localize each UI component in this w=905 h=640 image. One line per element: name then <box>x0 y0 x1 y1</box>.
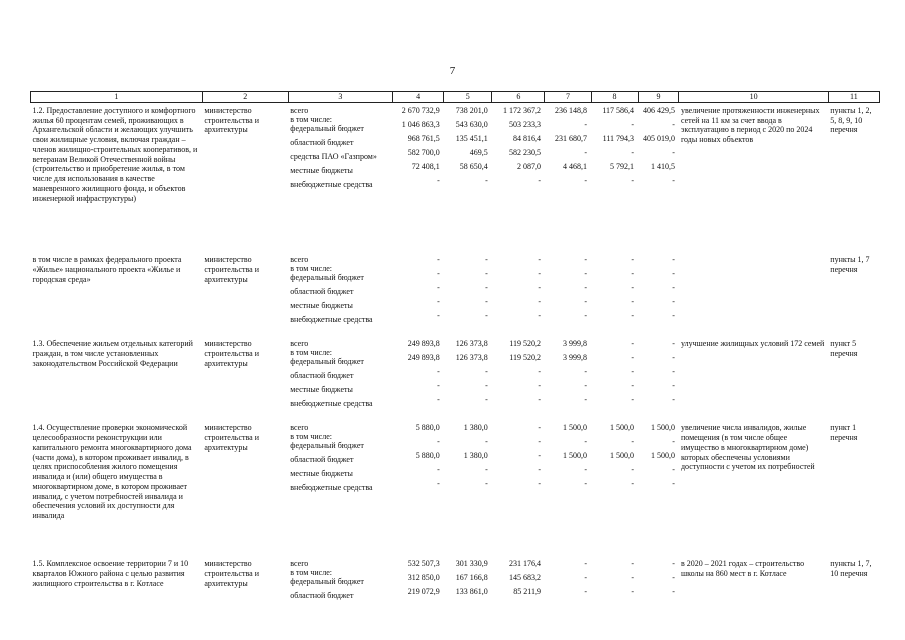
amount-value: - <box>631 573 635 583</box>
expected-result <box>679 252 828 336</box>
amount-value: - <box>631 437 635 447</box>
funding-source-label: всего <box>290 339 309 349</box>
amount-value: - <box>538 367 541 377</box>
amount-value: - <box>538 269 541 279</box>
amount-value: - <box>584 283 587 293</box>
amount-value: - <box>437 395 440 405</box>
amount-c4 <box>393 102 444 252</box>
amount-value: - <box>538 283 541 293</box>
amount-value: - <box>485 479 488 489</box>
amount-value: - <box>485 465 488 475</box>
amount-value: - <box>538 311 541 321</box>
amount-value: 1 380,0 <box>463 423 488 433</box>
amount-c6 <box>492 556 545 616</box>
activity-name: 1.2. Предоставление доступного и комфортного жилья 60 процентам семей, проживающих в Архангельской области и желающих улучшить свои жилищные условия, включая граждан – членов жилищно-строительных кооперативов, и ветеранам Великой Отечественной войны (строительство и приобретение жилья, в том числе для использования в качестве маневренного жилищного фонда, и объектов инженерной инфраструктуры) <box>32 105 198 203</box>
amount-c8 <box>591 336 638 420</box>
page-number: 7 <box>449 65 456 77</box>
amount-value: 1 500,0 <box>610 423 635 433</box>
amount-value: - <box>672 147 675 157</box>
funding-source-label: всего <box>290 255 309 265</box>
amount-value: - <box>538 437 541 447</box>
amount-value: 405 019,0 <box>642 133 675 143</box>
funding-source-label: федеральный бюджет <box>290 357 364 367</box>
header-col-5: 5 <box>444 92 492 103</box>
amount-value: - <box>631 297 635 307</box>
amount-value: 582 230,5 <box>508 147 541 157</box>
amount-value: 249 893,8 <box>407 339 440 349</box>
executor: министерство строительства и архитектуры <box>204 105 260 135</box>
expected-result: увеличение числа инвалидов, жилые помещения (в том числе общее имущество в многоквартирном доме) которых обеспечены условиями доступности с учетом их потребностей <box>680 423 815 472</box>
amount-value: - <box>538 395 541 405</box>
amount-value: - <box>538 479 541 489</box>
amount-value: 406 429,5 <box>642 105 675 115</box>
amount-value: - <box>437 311 440 321</box>
amount-value: - <box>485 297 488 307</box>
header-col-4: 4 <box>393 92 444 103</box>
funding-source-label: в том числе: <box>290 348 332 358</box>
amount-c6 <box>492 102 545 252</box>
amount-value: 119 520,2 <box>509 353 541 363</box>
amount-value: - <box>485 283 488 293</box>
amount-value: 111 794,3 <box>602 133 635 143</box>
funding-source-label: местные бюджеты <box>290 469 353 479</box>
funding-source-label: внебюджетные средства <box>290 483 373 493</box>
funding-source-label: всего <box>290 559 309 569</box>
amount-value: - <box>584 119 587 129</box>
amount-c5 <box>444 420 492 556</box>
amount-value: - <box>631 311 635 321</box>
amount-value: 1 500,0 <box>610 451 635 461</box>
amount-value: 1 172 367,2 <box>502 105 541 115</box>
amount-c7 <box>545 336 591 420</box>
amount-value: - <box>485 367 488 377</box>
amount-value: - <box>631 395 635 405</box>
amount-value: - <box>437 283 440 293</box>
amount-value: - <box>672 353 675 363</box>
amount-value: 543 630,0 <box>455 119 488 129</box>
amount-value: - <box>672 367 675 377</box>
amount-c8 <box>591 102 638 252</box>
amount-c4 <box>393 252 444 336</box>
amount-value: 1 500,0 <box>563 451 587 461</box>
amount-value: - <box>631 147 635 157</box>
funding-source-label: внебюджетные средства <box>290 399 373 409</box>
funding-source-label: в том числе: <box>290 114 332 124</box>
amount-value: 582 700,0 <box>407 147 440 157</box>
expected-result: улучшение жилищных условий 172 семей <box>680 339 825 349</box>
amount-value: 469,5 <box>469 147 488 157</box>
funding-source-label: федеральный бюджет <box>290 123 364 133</box>
amount-value: - <box>584 587 587 597</box>
amount-value: 126 373,8 <box>455 353 488 363</box>
amount-c9 <box>638 420 679 556</box>
amount-value: 1 410,5 <box>650 161 675 171</box>
amount-value: - <box>631 255 635 265</box>
amount-c7 <box>545 102 591 252</box>
funding-source-label: федеральный бюджет <box>290 441 364 451</box>
amount-value: - <box>538 297 541 307</box>
amount-c5 <box>444 252 492 336</box>
amount-value: - <box>437 465 440 475</box>
amount-value: - <box>631 367 635 377</box>
amount-c7 <box>545 556 591 616</box>
amount-value: - <box>437 175 440 185</box>
amount-value: 133 861,0 <box>455 587 488 597</box>
activity-name: в том числе в рамках федерального проекта «Жилье» национального проекта «Жилье и городская среда» <box>32 255 182 284</box>
amount-value: 4 468,1 <box>563 161 587 171</box>
amount-value: - <box>584 367 587 377</box>
amount-value: - <box>584 559 587 569</box>
funding-source-label: средства ПАО «Газпром» <box>290 151 377 161</box>
amount-c4 <box>393 556 444 616</box>
amount-value: - <box>672 479 675 489</box>
header-col-7: 7 <box>545 92 591 103</box>
funding-sources <box>288 336 392 420</box>
funding-sources <box>288 556 392 616</box>
amount-value: - <box>485 255 488 265</box>
header-col-10: 10 <box>679 92 828 103</box>
list-items-reference: пункты 1, 7 перечня <box>830 255 870 274</box>
amount-value: - <box>672 175 675 185</box>
amount-value: 135 451,1 <box>455 133 488 143</box>
amount-value: 85 211,9 <box>513 587 541 597</box>
table-row <box>31 102 880 252</box>
executor: министерство строительства и архитектуры <box>204 255 260 284</box>
table-row <box>31 556 880 616</box>
amount-value: - <box>672 573 675 583</box>
amount-value: - <box>538 175 541 185</box>
header-col-1: 1 <box>31 92 203 103</box>
funding-source-label: областной бюджет <box>290 371 354 381</box>
amount-value: - <box>584 311 587 321</box>
funding-source-label: областной бюджет <box>290 137 354 147</box>
amount-value: 503 233,3 <box>508 119 541 129</box>
amount-value: 738 201,0 <box>455 105 488 115</box>
amount-value: - <box>672 255 675 265</box>
amount-value: 126 373,8 <box>455 339 488 349</box>
list-items-reference: пункты 1, 2, 5, 8, 9, 10 перечня <box>830 105 872 135</box>
amount-value: - <box>672 587 675 597</box>
amount-value: 231 176,4 <box>508 559 541 569</box>
amount-value: - <box>631 175 635 185</box>
amount-c8 <box>591 420 638 556</box>
header-row <box>31 92 880 103</box>
amount-value: - <box>584 465 587 475</box>
amount-value: 84 816,4 <box>512 133 541 143</box>
funding-source-label: местные бюджеты <box>290 165 353 175</box>
funding-source-label: федеральный бюджет <box>290 273 364 283</box>
amount-value: 312 850,0 <box>407 573 440 583</box>
amount-value: - <box>672 437 675 447</box>
funding-source-label: в том числе: <box>290 432 332 442</box>
amount-value: - <box>672 559 675 569</box>
amount-value: 2 670 732,9 <box>401 105 440 115</box>
amount-value: - <box>672 395 675 405</box>
amount-c7 <box>545 420 591 556</box>
funding-source-label: федеральный бюджет <box>290 577 364 587</box>
amount-c5 <box>444 336 492 420</box>
amount-value: - <box>672 465 675 475</box>
amount-value: 301 330,9 <box>455 559 488 569</box>
amount-value: - <box>631 119 635 129</box>
funding-source-label: внебюджетные средства <box>290 179 373 189</box>
executor: министерство строительства и архитектуры <box>204 339 260 368</box>
amount-c9 <box>638 102 679 252</box>
amount-value: - <box>437 269 440 279</box>
amount-value: - <box>672 381 675 391</box>
amount-value: - <box>631 465 635 475</box>
amount-value: - <box>631 587 635 597</box>
amount-value: - <box>437 255 440 265</box>
amount-c8 <box>591 252 638 336</box>
funding-source-label: областной бюджет <box>290 455 354 465</box>
funding-sources <box>288 102 392 252</box>
amount-value: 119 520,2 <box>509 339 541 349</box>
amount-value: 3 999,8 <box>563 339 587 349</box>
amount-value: 5 880,0 <box>415 423 440 433</box>
table-row <box>31 336 880 420</box>
amount-value: - <box>584 395 587 405</box>
amount-value: - <box>437 367 440 377</box>
funding-source-label: местные бюджеты <box>290 301 353 311</box>
activity-name: 1.5. Комплексное освоение территории 7 и 10 кварталов Южного района с целью развития жилищного строительства в г. Котласе <box>32 559 189 588</box>
amount-value: - <box>485 311 488 321</box>
amount-value: 2 087,0 <box>516 161 541 171</box>
amount-value: 1 380,0 <box>463 451 488 461</box>
amount-value: - <box>672 119 675 129</box>
funding-source-label: областной бюджет <box>290 287 354 297</box>
amount-c4 <box>393 420 444 556</box>
amount-c8 <box>591 556 638 616</box>
header-col-9: 9 <box>638 92 679 103</box>
table-row <box>31 252 880 336</box>
amount-value: - <box>437 381 440 391</box>
amount-value: - <box>584 147 587 157</box>
list-items-reference: пункт 1 перечня <box>830 423 858 442</box>
amount-value: - <box>485 381 488 391</box>
executor: министерство строительства и архитектуры <box>204 559 260 588</box>
amount-c9 <box>638 252 679 336</box>
amount-value: 167 166,8 <box>455 573 488 583</box>
amount-c7 <box>545 252 591 336</box>
amount-value: - <box>631 381 635 391</box>
amount-value: 249 893,8 <box>407 353 440 363</box>
amount-c9 <box>638 556 679 616</box>
list-items-reference: пункты 1, 7, 10 перечня <box>830 559 872 578</box>
amount-value: - <box>437 297 440 307</box>
amount-value: - <box>672 311 675 321</box>
amount-value: - <box>584 437 587 447</box>
header-col-6: 6 <box>492 92 545 103</box>
amount-value: 1 500,0 <box>650 451 675 461</box>
amount-value: - <box>485 395 488 405</box>
amount-value: - <box>584 479 587 489</box>
amount-value: - <box>584 269 587 279</box>
funding-source-label: всего <box>290 423 309 433</box>
amount-value: - <box>631 283 635 293</box>
amount-value: 231 680,7 <box>555 133 587 143</box>
amount-value: 236 148,8 <box>555 105 587 115</box>
funding-source-label: местные бюджеты <box>290 385 353 395</box>
amount-value: - <box>631 353 635 363</box>
amount-value: - <box>584 573 587 583</box>
funding-sources <box>288 420 392 556</box>
amount-value: - <box>485 175 488 185</box>
header-col-2: 2 <box>202 92 288 103</box>
header-col-8: 8 <box>591 92 638 103</box>
amount-value: - <box>485 269 488 279</box>
amount-value: 532 507,3 <box>407 559 440 569</box>
activity-name: 1.3. Обеспечение жильем отдельных категорий граждан, в том числе установленных законодательством Российской Федерации <box>32 339 193 368</box>
expected-result: увеличение протяженности инженерных сетей на 11 км за счет ввода в эксплуатацию в период с 2020 по 2024 годы новых объектов <box>680 105 820 144</box>
amount-value: - <box>631 479 635 489</box>
amount-value: - <box>672 339 675 349</box>
amount-value: 1 500,0 <box>563 423 587 433</box>
amount-value: - <box>631 339 635 349</box>
amount-value: - <box>538 451 541 461</box>
amount-c5 <box>444 556 492 616</box>
amount-value: - <box>584 297 587 307</box>
activity-name: 1.4. Осуществление проверки экономической целесообразности реконструкции или капитального ремонта многоквартирного дома (части дома), в котором проживает инвалид, в целях приспособления жилого помещения инвалида и (или) общего имущества в многоквартирном доме, в котором проживает инвалид, с учетом потребностей инвалида и обеспечения условий их доступности для инвалида <box>32 423 192 520</box>
amount-c9 <box>638 336 679 420</box>
amount-c6 <box>492 420 545 556</box>
amount-value: 219 072,9 <box>407 587 440 597</box>
amount-value: 1 500,0 <box>650 423 675 433</box>
amount-c6 <box>492 336 545 420</box>
amount-value: - <box>538 465 541 475</box>
funding-source-label: внебюджетные средства <box>290 315 373 325</box>
amount-value: - <box>672 269 675 279</box>
executor: министерство строительства и архитектуры <box>204 423 260 452</box>
amount-c5 <box>444 102 492 252</box>
amount-value: - <box>631 559 635 569</box>
amount-value: - <box>672 283 675 293</box>
amount-value: - <box>672 297 675 307</box>
amount-value: - <box>437 437 440 447</box>
funding-source-label: в том числе: <box>290 264 332 274</box>
header-col-11: 11 <box>828 92 879 103</box>
program-table <box>30 91 880 616</box>
amount-value: - <box>631 269 635 279</box>
amount-c4 <box>393 336 444 420</box>
amount-value: 968 761,5 <box>407 133 440 143</box>
amount-value: 1 046 863,3 <box>401 119 440 129</box>
amount-value: 145 683,2 <box>508 573 541 583</box>
amount-value: 58 650,4 <box>459 161 488 171</box>
amount-value: 3 999,8 <box>563 353 587 363</box>
funding-sources <box>288 252 392 336</box>
amount-c6 <box>492 252 545 336</box>
table-row <box>31 420 880 556</box>
amount-value: 72 408,1 <box>411 161 440 171</box>
list-items-reference: пункт 5 перечня <box>830 339 858 358</box>
amount-value: 117 586,4 <box>602 105 635 115</box>
funding-source-label: всего <box>290 105 309 115</box>
amount-value: - <box>437 479 440 489</box>
funding-source-label: областной бюджет <box>290 591 354 601</box>
amount-value: - <box>584 381 587 391</box>
expected-result: в 2020 – 2021 годах – строительство школы на 860 мест в г. Котласе <box>680 559 805 578</box>
amount-value: - <box>485 437 488 447</box>
amount-value: - <box>584 175 587 185</box>
header-col-3: 3 <box>288 92 392 103</box>
amount-value: - <box>538 423 541 433</box>
amount-value: - <box>584 255 587 265</box>
funding-source-label: в том числе: <box>290 568 332 578</box>
amount-value: 5 792,1 <box>610 161 635 171</box>
amount-value: - <box>538 255 541 265</box>
amount-value: - <box>538 381 541 391</box>
amount-value: 5 880,0 <box>415 451 440 461</box>
